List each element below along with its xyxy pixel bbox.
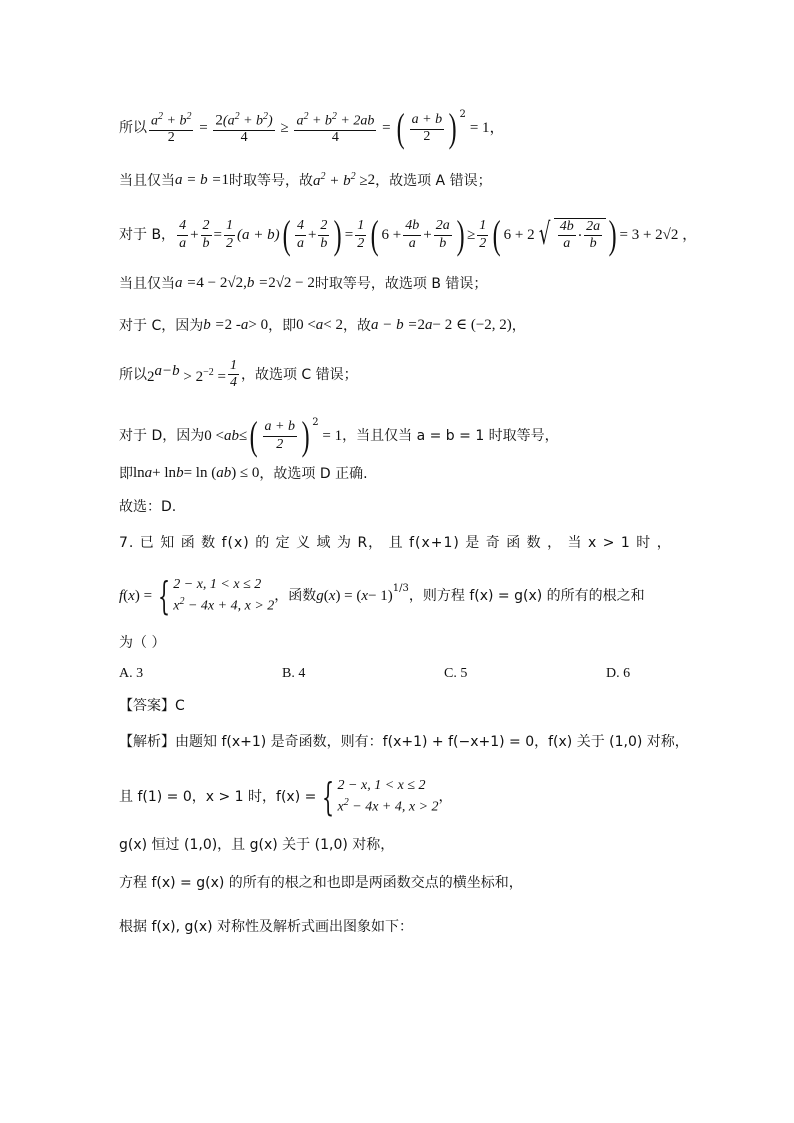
question-7-line-1 [119, 536, 672, 550]
text-ie: ，即 [268, 317, 297, 334]
text-function: ，函数 [274, 588, 317, 605]
line-1: 所以 $\frac{a^2 + b^2}{2}$ = $\frac{2(a^2 + b^2)}{4}$ ≥ $\frac{a^2 + b^2 + 2ab}{4}$ = ( $\frac{a + b}{2}$ ) $^2$ = 1， [119, 105, 505, 150]
text-for-b: 对于 B， [119, 227, 176, 243]
text-eq-1: = 1， [469, 119, 505, 136]
line-3: 对于 B， $\frac{4}{a}$ + $\frac{2}{b}$ = $\frac{1}{2}$ (a + b) ( $\frac{4}{a}$ + $\frac{2}{b}$ ) = $\frac{1}{2}$ ( 6 + $\frac{4b}{a}$ + $\frac{2a}{b}$ ) ≥ $\frac{1}{2}$ ( 6 + 2 √ $\frac{4b}{a}$ · $\frac{2a}{b}$ ) = 3 + 2√2 ， [119, 212, 698, 257]
text-is: 为（ ） [119, 635, 166, 651]
analysis-line-1 [119, 735, 689, 749]
sqrt-expression: √ $\frac{4b}{a}$ · $\frac{2a}{b}$ [535, 218, 607, 252]
line-5: 对于 C，因为 b = 2 - a > 0 ，即 0 < a < 2 ，故 a − b = 2 a − 2 ∈ (−2, 2) ， [119, 317, 526, 334]
analysis-text-5: 根据 f(x), g(x) 对称性及解析式画出图象如下： [119, 919, 414, 935]
analysis-comma: ， [438, 789, 453, 806]
text-equality: 时取等号，故 [229, 172, 313, 189]
text-option-a-wrong: ，故选项 A 错误； [375, 172, 492, 189]
question-7-stem: 7. 已 知 函 数 f(x) 的 定 义 域 为 R， 且 f(x+1) 是 奇 函 数 ， 当 x > 1 时 ， [119, 535, 672, 551]
text-therefore: ，故 [343, 317, 372, 334]
option-b[interactable]: B. 4 [282, 666, 306, 681]
question-7-line-3 [119, 636, 165, 650]
text-equation-roots: ，则方程 f(x) = g(x) 的所有的根之和 [408, 588, 645, 605]
line-6: 所以 $2^{a-b} > 2^{-2}$ = $\frac{1}{4}$ ，故选项 C 错误； [119, 358, 358, 391]
piecewise-definition-2: 2 − x, 1 < x ≤ 2 $x^2 - 4x + 4$, x > 2 [337, 778, 439, 815]
line-8: 即 ln a + ln b = ln ( ab ) ≤ 0 ，故选项 D 正确. [119, 465, 368, 482]
fraction-3: $\frac{a^2 + b^2 + 2ab}{4}$ [296, 111, 375, 145]
fraction-2: $\frac{2(a^2 + b^2)}{4}$ [215, 111, 273, 145]
text-so: 所以 [119, 120, 147, 136]
text-iff-2: 当且仅当 [119, 275, 175, 292]
text-iff: 当且仅当 [119, 172, 175, 189]
option-a[interactable]: A. 3 [119, 666, 144, 681]
text-for-d: 对于 D，因为 [119, 428, 205, 444]
piecewise-definition: 2 − x, 1 < x ≤ 2 $x^2 - 4x + 4$, x > 2 [173, 577, 275, 614]
text-option-d-correct: ，故选项 D 正确. [259, 465, 368, 482]
text-so-2: 所以 [119, 366, 147, 383]
text-for-c: 对于 C，因为 [119, 317, 204, 334]
line-7: 对于 D，因为 0 < ab ≤ ( $\frac{a + b}{2}$ ) $^2$ = 1 ，当且仅当 a = b = 1 时取等号， [119, 413, 559, 458]
analysis-text-2: 且 f(1) = 0，x > 1 时，f(x) = [119, 789, 317, 806]
text-option-b-wrong: 时取等号，故选项 B 错误； [314, 275, 488, 292]
text-result-b: = 3 + 2√2 ， [619, 226, 698, 243]
analysis-line-4 [119, 876, 523, 890]
question-7-line-2: f ( x ) = { 2 − x, 1 < x ≤ 2 $x^2 - 4x + 4$, x > 2 ，函数 g ( x ) = ( x − 1) $^{1/3}$ ，则方程 f(x) = g(x) 的所有的根之和 [119, 574, 645, 619]
analysis-line-5 [119, 920, 413, 934]
line-2: 当且仅当 a = b = 1 时取等号，故 $a^2 + b^2$ ≥ 2 ，故选项 A 错误； [119, 171, 492, 189]
line-4: 当且仅当 a = 4 − 2√2 , b = 2√2 − 2 时取等号，故选项 B 错误； [119, 275, 488, 292]
analysis-text-1: 【解析】由题知 f(x+1) 是奇函数，则有：f(x+1) + f(−x+1) = 0，f(x) 关于 (1,0) 对称， [119, 734, 689, 750]
fraction-4: $\frac{a + b}{2}$ [411, 112, 443, 144]
answer-label: 【答案】C [119, 698, 185, 714]
text-comma: ， [511, 317, 526, 334]
analysis-line-2: 且 f(1) = 0，x > 1 时，f(x) = { 2 − x, 1 < x ≤ 2 $x^2 - 4x + 4$, x > 2 ， [119, 775, 453, 820]
fraction-1: $\frac{a^2 + b^2}{2}$ [151, 111, 192, 145]
text-d-equality: ，当且仅当 a = b = 1 时取等号， [342, 428, 559, 444]
option-d[interactable]: D. 6 [606, 666, 631, 681]
analysis-text-3: g(x) 恒过 (1,0)，且 g(x) 关于 (1,0) 对称， [119, 837, 395, 853]
analysis-line-3 [119, 838, 394, 852]
option-c[interactable]: C. 5 [444, 666, 468, 681]
text-ie-2: 即 [119, 465, 133, 482]
text-choose-d: 故选：D. [119, 499, 177, 515]
line-9 [119, 500, 176, 514]
answer-line [119, 699, 185, 713]
analysis-text-4: 方程 f(x) = g(x) 的所有的根之和也即是两函数交点的横坐标和， [119, 875, 523, 891]
text-option-c-wrong: ，故选项 C 错误； [240, 366, 358, 383]
